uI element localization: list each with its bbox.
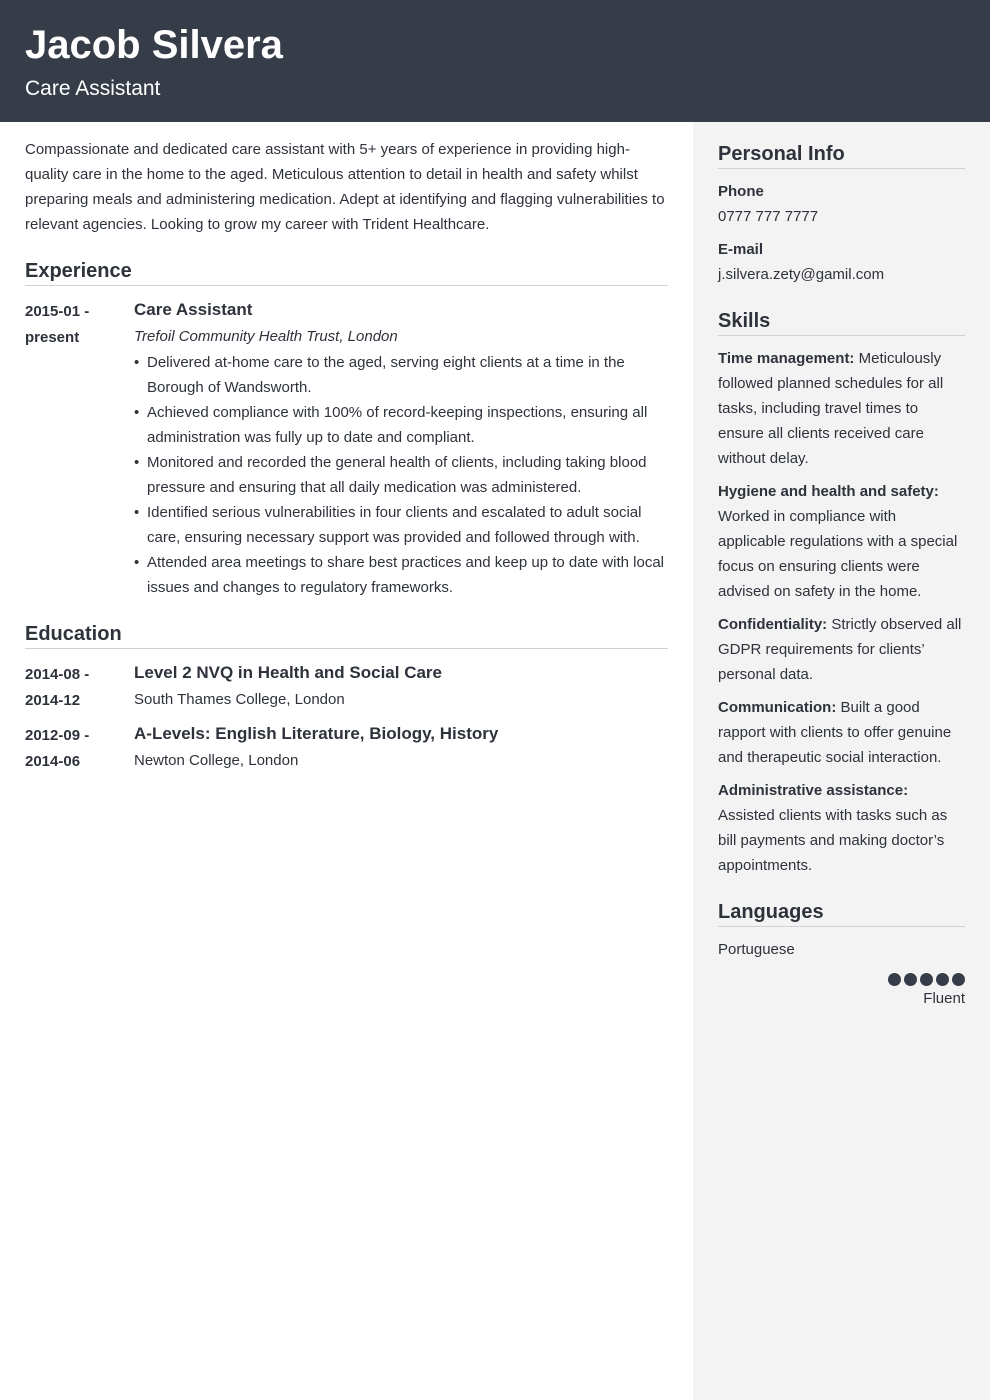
skill-name: Administrative assistance: [718,782,909,799]
skill-item [718,479,965,604]
language-level: Fluent [923,990,965,1007]
candidate-name: Jacob Silvera [25,23,283,67]
date-end: 2014-06 [25,753,81,770]
skills-heading: Skills [718,307,965,336]
skill-name: Time management: [718,350,855,367]
skill-item [718,695,965,770]
date-start: 2014-08 - [25,666,90,683]
job-bullets [134,350,668,600]
skill-name: Communication: [718,699,837,716]
phone-label: Phone [718,183,764,200]
sidebar-content [718,140,965,1031]
email-label: E-mail [718,241,764,258]
degree-title: A-Levels: English Literature, Biology, History [134,724,499,743]
profile-summary: Compassionate and dedicated care assistant with 5+ years of experience in providing high-quality care in the home to the aged. Meticulous attention to detail in health and safety whilst preparing meals and administering medication. Adept at identifying and flagging vulnerabilities to relevant agencies. Looking to grow my career with Trident Healthcare. [25,141,665,233]
skill-desc: Worked in compliance with applicable regulations with a special focus on ensuring clients were advised on safety in the home. [718,508,958,600]
skill-item [718,778,965,878]
email-value: j.silvera.zety@gamil.com [718,266,885,283]
main-column [25,137,668,781]
job-bullet: • Delivered at-home care to the aged, serving eight clients at a time in the Borough of Wandsworth. [134,350,668,400]
rating-dot [952,973,965,986]
language-rating [718,966,965,986]
job-bullet: • Identified serious vulnerabilities in four clients and escalated to adult social care, ensuring necessary support was provided and followed through with. [134,500,668,550]
experience-section [25,257,668,600]
skill-item [718,346,965,471]
sidebar [693,122,990,1400]
skill-desc: Meticulously followed planned schedules for all tasks, including travel times to ensure all clients received care without delay. [718,350,944,467]
skill-name: Confidentiality: [718,616,828,633]
date-start: 2012-09 - [25,727,90,744]
language-name: Portuguese [718,941,795,958]
school-name: South Thames College, London [134,691,345,708]
education-entry [25,720,668,775]
rating-dot [936,973,949,986]
school-name: Newton College, London [134,752,299,769]
experience-entry [25,296,668,600]
job-title: Care Assistant [134,300,253,319]
rating-dot [904,973,917,986]
job-bullet: • Achieved compliance with 100% of record-keeping inspections, ensuring all administration was fully up to date and compliant. [134,400,668,450]
date-end: present [25,329,80,346]
job-bullet: • Attended area meetings to share best practices and keep up to date with local issues and changes to regulatory frameworks. [134,550,668,600]
education-date [25,720,134,775]
job-company: Trefoil Community Health Trust, London [134,328,398,345]
skill-desc: Built a good rapport with clients to offer genuine and therapeutic social interaction. [718,699,952,766]
rating-dot [888,973,901,986]
education-date [25,659,134,714]
languages-heading: Languages [718,898,965,927]
experience-date [25,296,134,600]
skill-name: Hygiene and health and safety: [718,483,939,500]
skill-item [718,612,965,687]
date-end: 2014-12 [25,692,81,709]
experience-body [134,296,668,600]
job-bullet: • Monitored and recorded the general health of clients, including taking blood pressure and ensuring that all daily medication was administered. [134,450,668,500]
education-heading: Education [25,620,668,649]
education-section [25,620,668,775]
resume-header [0,0,990,122]
education-body [134,659,668,714]
education-body [134,720,668,775]
education-entry [25,659,668,714]
experience-heading: Experience [25,257,668,286]
skill-desc: Assisted clients with tasks such as bill payments and making doctor’s appointments. [718,807,948,874]
personal-info-heading: Personal Info [718,140,965,169]
languages-section [718,898,965,1011]
phone-value: 0777 777 7777 [718,208,819,225]
rating-dot [920,973,933,986]
candidate-role: Care Assistant [25,77,161,100]
personal-info-section [718,140,965,287]
skills-section [718,307,965,878]
skill-desc: Strictly observed all GDPR requirements for clients’ personal data. [718,616,962,683]
degree-title: Level 2 NVQ in Health and Social Care [134,663,442,682]
date-start: 2015-01 - [25,303,90,320]
